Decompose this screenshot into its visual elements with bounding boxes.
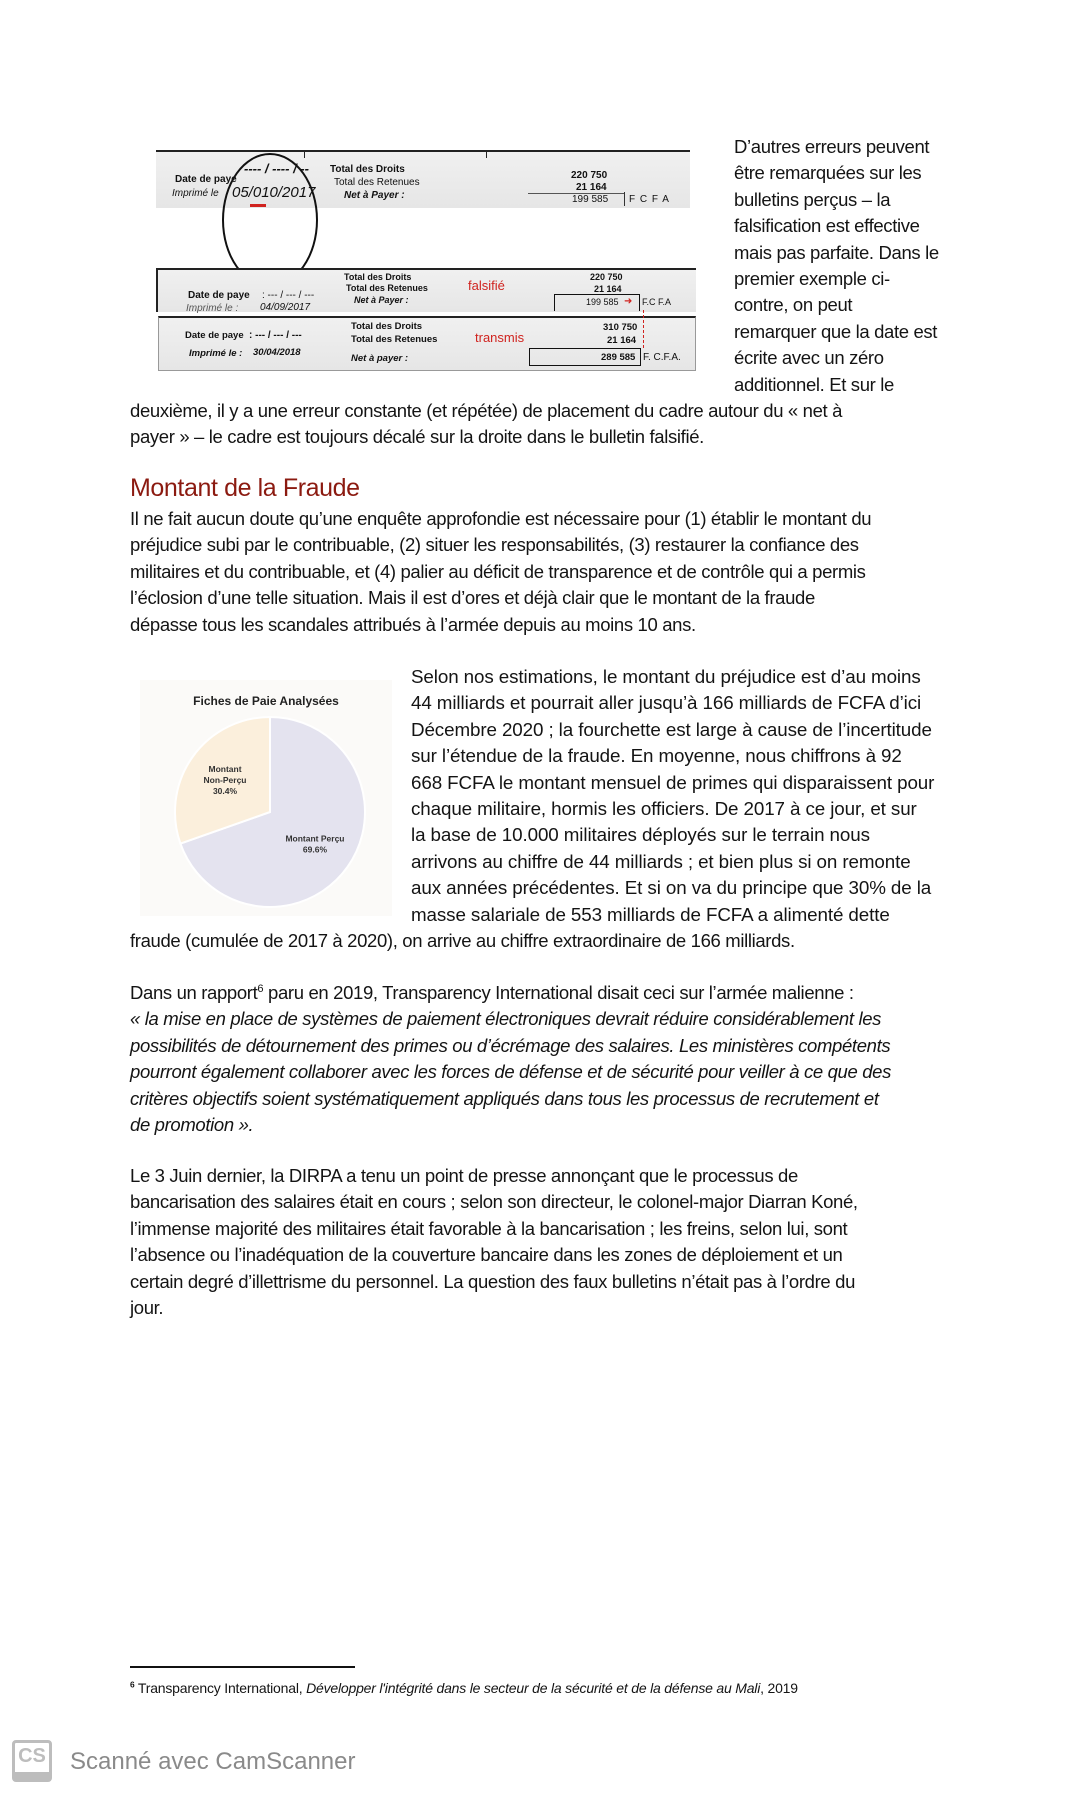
net-label: Net à Payer : <box>354 295 409 305</box>
pay-date-label: Date de paye <box>188 290 250 301</box>
net-value: 199 585 <box>572 194 609 205</box>
text-line: militaires et du contribuable, et (4) palier au déficit de transparence et de contrôle qui a permis <box>130 560 866 582</box>
pie-chart-svg <box>140 680 392 916</box>
transparency-quote <box>130 1006 1000 1138</box>
footnote-year: , 2019 <box>760 1680 798 1696</box>
total-droits-value: 220 750 <box>590 272 623 282</box>
transparency-intro <box>130 980 1000 1006</box>
text-line: être remarquées sur les <box>734 162 922 184</box>
text-line: additionnel. Et sur le <box>734 373 894 395</box>
text-line: aux années précédentes. Et si on va du principe que 30% de la <box>411 877 932 899</box>
logo-text: CS <box>18 1745 46 1767</box>
total-droits-label: Total des Droits <box>351 321 423 332</box>
total-droits-label: Total des Droits <box>344 272 412 282</box>
text-line: 44 milliards et pourrait aller jusqu’à 166 milliards de FCFA d’ici <box>411 692 922 714</box>
paragraph-transparency <box>130 980 1000 1138</box>
text-line: deuxième, il y a une erreur constante (et répétée) de placement du cadre autour du « net à <box>130 400 843 421</box>
payslip-transmis <box>158 316 696 371</box>
intro-text-continued: paru en 2019, Transparency International disait ceci sur l’armée malienne : <box>263 982 854 1003</box>
quote-line: possibilités de détournement des primes ou d’écrémage des salaires. Les ministères compétents <box>130 1034 891 1056</box>
currency-label: F. C.F.A. <box>643 352 681 363</box>
printed-label: Imprimé le : <box>189 348 243 359</box>
text-line: remarquer que la date est <box>734 320 938 342</box>
chart-title: Fiches de Paie Analysées <box>193 694 339 708</box>
printed-date-value: 30/04/2018 <box>253 347 301 358</box>
text-line: l’absence ou l’inadéquation de la couverture bancaire dans les zones de déploiement et un <box>130 1244 843 1266</box>
footnote-author: Transparency International, <box>134 1680 307 1696</box>
footnote-number: 6 <box>130 1679 135 1690</box>
intro-side-text <box>734 134 984 398</box>
quote-line: pourront également collaborer avec les forces de défense et de sécurité pour veiller à ce que des <box>130 1061 891 1083</box>
paragraph-estimations-side <box>411 664 1001 928</box>
text-line: Selon nos estimations, le montant du préjudice est d’au moins <box>411 666 921 687</box>
text-line: bulletins perçus – la <box>734 188 891 210</box>
pay-date-label: Date de paye <box>175 174 237 185</box>
text-line: payer » – le cadre est toujours décalé sur la droite dans le bulletin falsifié. <box>130 426 704 448</box>
net-value: 289 585 <box>601 352 636 363</box>
arrow-icon: ➜ <box>624 296 633 307</box>
total-retenues-label: Total des Retenues <box>351 334 438 345</box>
net-value: 199 585 <box>586 297 619 307</box>
text-line: bancarisation des salaires était en cours ; selon son directeur, le colonel-major Diarran Koné, <box>130 1191 858 1213</box>
text-line: masse salariale de 553 milliards de FCFA a alimenté dette <box>411 903 890 925</box>
text-line: arrivons au chiffre de 44 milliards ; et bien plus si on remonte <box>411 850 911 872</box>
highlight-circle <box>222 153 318 287</box>
payslip-falsifie <box>156 268 696 312</box>
text-line: la base de 10.000 militaires déployés sur le terrain nous <box>411 824 870 846</box>
paragraph-estimations-end: fraude (cumulée de 2017 à 2020), on arrive au chiffre extraordinaire de 166 milliards. <box>130 930 795 951</box>
net-label: Net à Payer : <box>344 190 405 201</box>
quote-line: critères objectifs soient systématiquement appliqués dans tous les processus de recrutement et <box>130 1087 879 1109</box>
alignment-guide-dashed <box>643 310 644 348</box>
text-line: dépasse tous les scandales attribués à l’armée depuis au moins 10 ans. <box>130 613 696 635</box>
falsifie-tag: falsifié <box>468 278 505 293</box>
pie-chart <box>140 680 392 916</box>
text-line: l’éclosion d’une telle situation. Mais il est d’ores et déjà clair que le montant de la fraude <box>130 587 815 609</box>
pay-date-label: Date de paye <box>185 330 244 341</box>
pie-label-montant-non-per-u: Montant Non-Perçu 30.4% <box>203 764 247 797</box>
intro-text: Dans un rapport <box>130 982 258 1003</box>
text-line: premier exemple ci- <box>734 268 890 290</box>
text-line: écrite avec un zéro <box>734 347 884 369</box>
intro-full-text <box>130 398 990 451</box>
footnote-ref[interactable]: 6 <box>257 982 264 995</box>
text-line: mais pas parfaite. Dans le <box>734 241 939 263</box>
quote-line: « la mise en place de systèmes de paiement électroniques devrait réduire considérablement les <box>130 1008 882 1030</box>
quote-line: de promotion ». <box>130 1114 254 1136</box>
text-line: jour. <box>130 1297 164 1319</box>
text-line: Le 3 Juin dernier, la DIRPA a tenu un point de presse annonçant que le processus de <box>130 1165 798 1186</box>
camscanner-logo-icon <box>12 1740 52 1782</box>
paragraph-dirpa <box>130 1163 1000 1321</box>
footnote <box>130 1680 798 1696</box>
printed-label: Imprimé le <box>172 188 219 199</box>
section-heading: Montant de la Fraude <box>130 474 360 502</box>
footnote-title: Développer l'intégrité dans le secteur de la sécurité et de la défense au Mali <box>306 1680 761 1696</box>
total-retenues-value: 21 164 <box>607 335 637 346</box>
text-line: l’immense majorité des militaires était favorable à la bancarisation ; les freins, selon lui, sont <box>130 1217 848 1239</box>
text-line: chaque militaire, hormis les officiers. De 2017 à ce jour, et sur <box>411 798 917 820</box>
paragraph-investigation <box>130 506 1000 638</box>
total-retenues-label: Total des Retenues <box>346 283 428 293</box>
total-retenues-value: 21 164 <box>576 182 607 193</box>
printed-date-value: 05/010/2017 <box>232 184 316 201</box>
currency-label: F C F A <box>629 194 670 205</box>
transmis-tag: transmis <box>475 330 525 345</box>
footnote-separator <box>130 1666 355 1668</box>
currency-label: F.C F.A <box>642 297 672 307</box>
text-line: contre, on peut <box>734 294 853 316</box>
total-droits-label: Total des Droits <box>330 164 405 175</box>
pay-date-value: : --- / --- / --- <box>262 290 315 301</box>
text-line: D’autres erreurs peuvent <box>734 136 930 157</box>
text-line: falsification est effective <box>734 215 920 237</box>
text-line: Décembre 2020 ; la fourchette est large à cause de l’incertitude <box>411 718 932 740</box>
total-retenues-value: 21 164 <box>594 284 622 294</box>
text-line: 668 FCFA le montant mensuel de primes qui disparaissent pour <box>411 771 935 793</box>
printed-label: Imprimé le : <box>186 303 239 314</box>
text-line: certain degré d’illettrisme du personnel. La question des faux bulletins n’était pas à l’ordre du <box>130 1270 856 1292</box>
pay-date-value: : --- / --- / --- <box>249 330 302 341</box>
camscanner-watermark: Scanné avec CamScanner <box>70 1748 356 1775</box>
net-label: Net à payer : <box>351 353 409 364</box>
text-line: sur l’étendue de la fraude. En moyenne, nous chiffrons à 92 <box>411 745 902 767</box>
text-line: préjudice subi par le contribuable, (2) situer les responsabilités, (3) restaurer la confiance des <box>130 534 859 556</box>
text-line: Il ne fait aucun doute qu’une enquête approfondie est nécessaire pour (1) établir le montant du <box>130 508 872 529</box>
printed-date-value: 04/09/2017 <box>260 302 311 313</box>
total-droits-value: 220 750 <box>571 170 608 181</box>
pie-label-montant-per-u: Montant Perçu 69.6% <box>285 833 345 855</box>
total-droits-value: 310 750 <box>603 322 638 333</box>
pay-date-value: ---- / ---- / -- <box>244 161 309 176</box>
total-retenues-label: Total des Retenues <box>334 177 420 188</box>
